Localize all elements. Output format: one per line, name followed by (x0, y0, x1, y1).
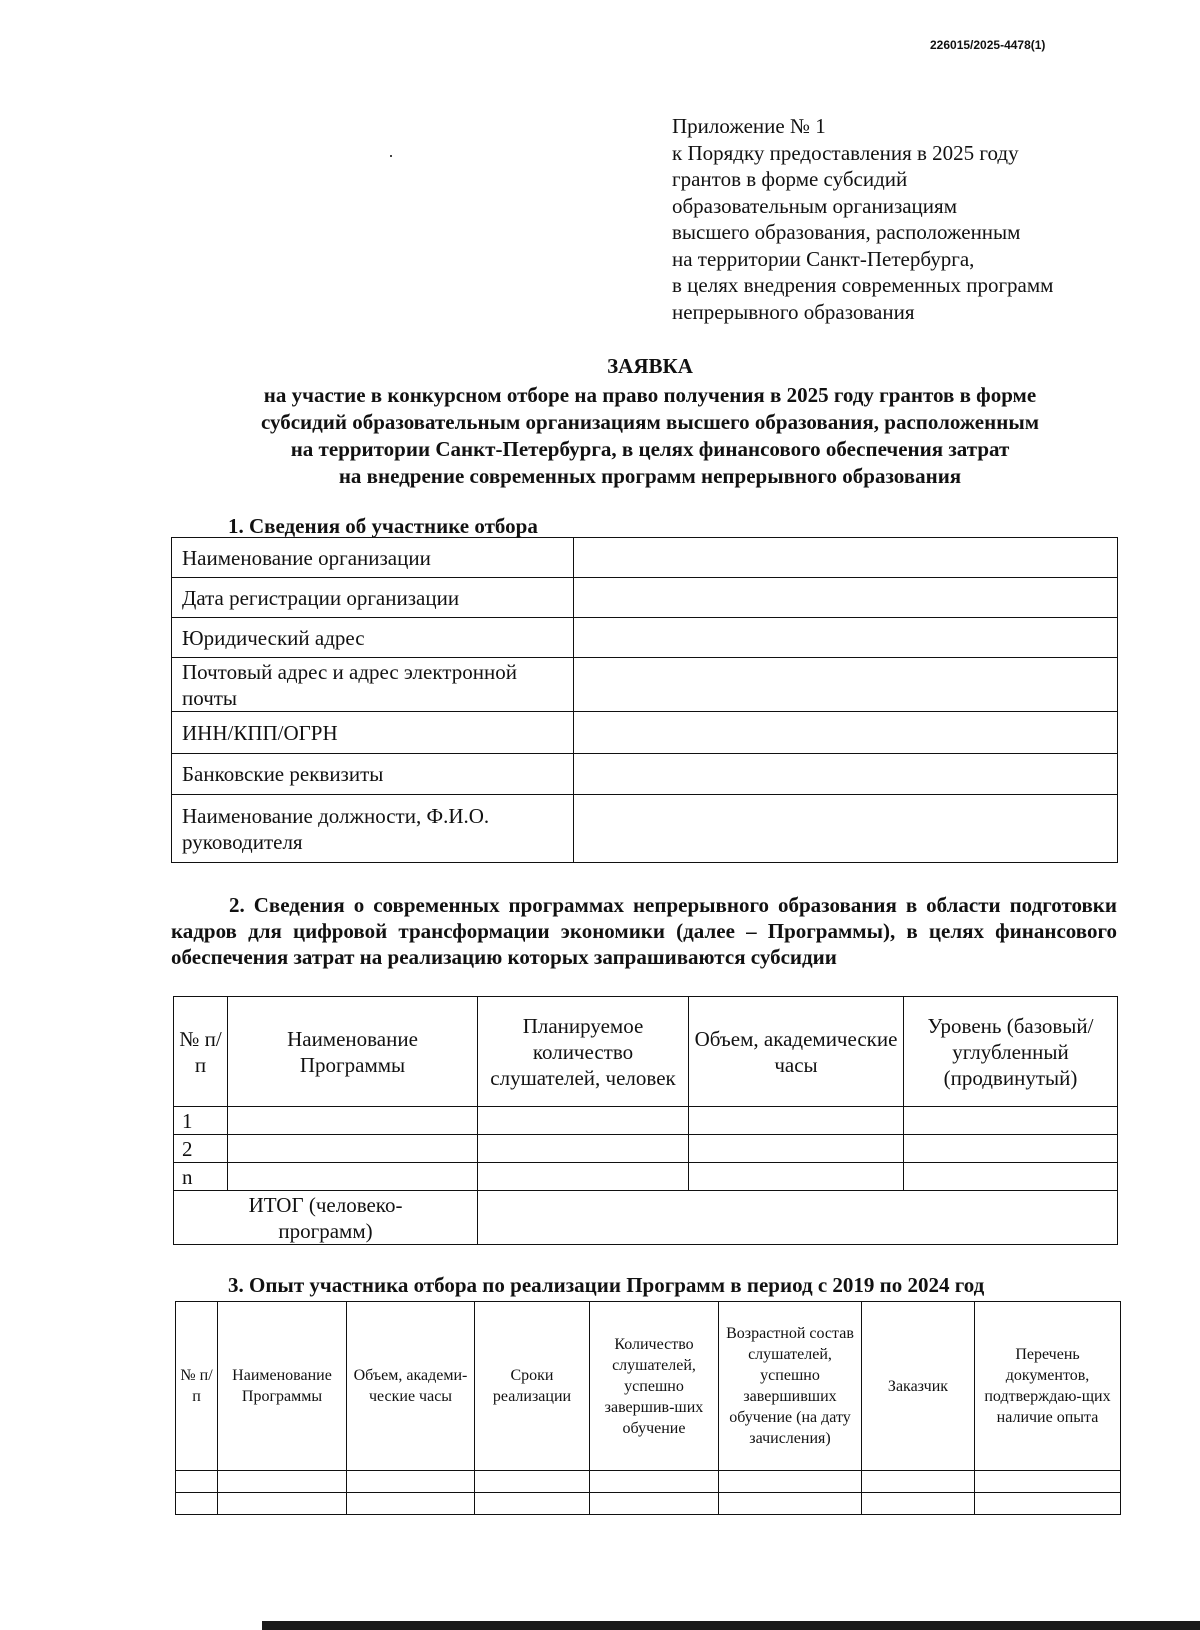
field-label: ИНН/КПП/ОГРН (172, 712, 574, 754)
participant-info-table (171, 537, 1118, 863)
table-row (172, 538, 1118, 578)
total-label: ИТОГ (человеко-программ) (174, 1191, 478, 1245)
application-title (150, 353, 1150, 490)
table-cell[interactable] (719, 1493, 862, 1515)
table-cell[interactable] (904, 1107, 1118, 1135)
field-label: Банковские реквизиты (172, 754, 574, 795)
field-label: Юридический адрес (172, 618, 574, 658)
table-cell[interactable] (228, 1107, 478, 1135)
title-line: на территории Санкт-Петербурга, в целях финансового обеспечения затрат (290, 437, 1010, 461)
appendix-line: на территории Санкт-Петербурга, (672, 246, 975, 271)
table-cell[interactable] (975, 1493, 1121, 1515)
table-cell[interactable] (478, 1107, 689, 1135)
table-cell[interactable] (689, 1163, 904, 1191)
table-cell[interactable] (590, 1493, 719, 1515)
field-label: Наименование должности, Ф.И.О. руководителя (172, 795, 574, 863)
table-row (174, 1107, 1118, 1135)
scan-speck (390, 155, 392, 157)
column-header: Объем, академи-ческие часы (347, 1302, 475, 1471)
appendix-line: Приложение № 1 (672, 114, 826, 138)
table-cell[interactable] (218, 1471, 347, 1493)
appendix-line: к Порядку предоставления в 2025 году (672, 140, 1019, 165)
column-header: № п/п (174, 997, 228, 1107)
column-header: Сроки реализации (475, 1302, 590, 1471)
appendix-line: в целях внедрения современных программ (672, 273, 1054, 297)
title-main: ЗАЯВКА (607, 354, 693, 378)
field-value[interactable] (574, 578, 1118, 618)
table-row (176, 1471, 1121, 1493)
table-cell[interactable] (475, 1493, 590, 1515)
table-cell[interactable] (478, 1135, 689, 1163)
document-registration-number: 226015/2025-4478(1) (930, 38, 1046, 52)
table-cell[interactable] (719, 1471, 862, 1493)
field-value[interactable] (574, 754, 1118, 795)
table-cell[interactable] (689, 1107, 904, 1135)
column-header: Наименование Программы (218, 1302, 347, 1471)
table-header-row (174, 997, 1118, 1107)
table-row (172, 658, 1118, 712)
table-cell[interactable] (228, 1163, 478, 1191)
appendix-line: грантов в форме субсидий (672, 167, 908, 191)
column-header: № п/п (176, 1302, 218, 1471)
column-header: Заказчик (862, 1302, 975, 1471)
column-header: Планируемое количество слушателей, человек (478, 997, 689, 1107)
title-line: субсидий образовательным организациям высшего образования, расположенным (260, 410, 1040, 434)
title-line: на участие в конкурсном отборе на право получения в 2025 году грантов в форме (263, 383, 1037, 407)
field-value[interactable] (574, 712, 1118, 754)
table-row (174, 1135, 1118, 1163)
scan-edge-bar (262, 1621, 1200, 1630)
field-value[interactable] (574, 538, 1118, 578)
column-header: Уровень (базовый/ углубленный (продвинутый) (904, 997, 1118, 1107)
table-cell[interactable] (475, 1471, 590, 1493)
field-value[interactable] (574, 658, 1118, 712)
section2-heading: 2. Сведения о современных программах непрерывного образования в области подготовки кадров для цифровой трансформации экономики (далее – Программы), в целях финансового обеспечения затрат на реализацию которых запрашиваются субсидии (171, 893, 1117, 969)
experience-table (175, 1301, 1121, 1515)
table-row (172, 795, 1118, 863)
field-value[interactable] (574, 795, 1118, 863)
appendix-block (672, 113, 1142, 325)
table-cell[interactable] (176, 1471, 218, 1493)
row-number: n (174, 1163, 228, 1191)
appendix-line: непрерывного образования (672, 299, 915, 324)
column-header: Количество слушателей, успешно завершив-ших обучение (590, 1302, 719, 1471)
column-header: Перечень документов, подтверждаю-щих наличие опыта (975, 1302, 1121, 1471)
table-cell[interactable] (975, 1471, 1121, 1493)
appendix-line: высшего образования, расположенным (672, 220, 1021, 244)
table-cell[interactable] (862, 1471, 975, 1493)
title-line: на внедрение современных программ непрерывного образования (338, 464, 962, 488)
field-value[interactable] (574, 618, 1118, 658)
column-header: Объем, академические часы (689, 997, 904, 1107)
table-cell[interactable] (689, 1135, 904, 1163)
table-cell[interactable] (590, 1471, 719, 1493)
appendix-line: образовательным организациям (672, 193, 957, 218)
field-label: Дата регистрации организации (172, 578, 574, 618)
table-row (172, 712, 1118, 754)
table-cell[interactable] (904, 1135, 1118, 1163)
programs-table (173, 996, 1118, 1245)
total-row (174, 1191, 1118, 1245)
table-cell[interactable] (228, 1135, 478, 1163)
table-cell[interactable] (347, 1493, 475, 1515)
row-number: 1 (174, 1107, 228, 1135)
table-row (176, 1493, 1121, 1515)
table-row (172, 754, 1118, 795)
table-cell[interactable] (218, 1493, 347, 1515)
table-row (174, 1163, 1118, 1191)
table-cell[interactable] (862, 1493, 975, 1515)
section1-heading: 1. Сведения об участнике отбора (228, 514, 538, 538)
section3-heading: 3. Опыт участника отбора по реализации Программ в период с 2019 по 2024 год (228, 1273, 985, 1297)
total-value[interactable] (478, 1191, 1118, 1245)
field-label: Наименование организации (172, 538, 574, 578)
field-label: Почтовый адрес и адрес электронной почты (172, 658, 574, 712)
table-cell[interactable] (176, 1493, 218, 1515)
table-header-row (176, 1302, 1121, 1471)
column-header: Наименование Программы (228, 997, 478, 1107)
table-cell[interactable] (478, 1163, 689, 1191)
table-row (172, 578, 1118, 618)
table-row (172, 618, 1118, 658)
table-cell[interactable] (347, 1471, 475, 1493)
table-cell[interactable] (904, 1163, 1118, 1191)
row-number: 2 (174, 1135, 228, 1163)
column-header: Возрастной состав слушателей, успешно завершивших обучение (на дату зачисления) (719, 1302, 862, 1471)
